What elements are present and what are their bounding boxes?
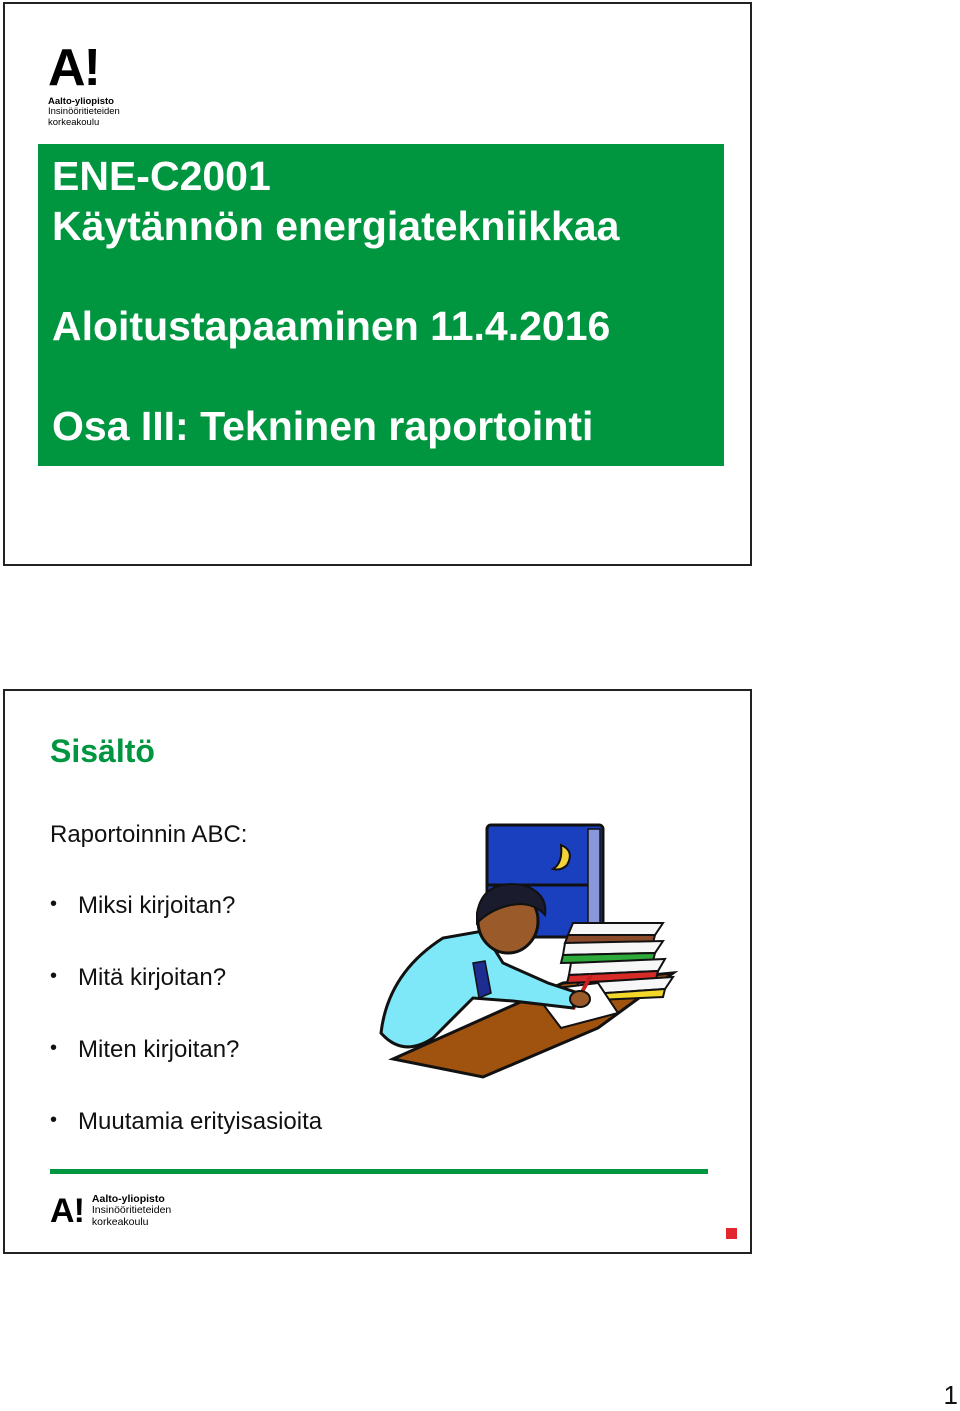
slide-title	[3, 2, 752, 566]
list-item: • Miten kirjoitan?	[50, 1036, 240, 1063]
logo-line-2: Insinööritieteiden	[48, 106, 120, 118]
slide-contents	[3, 689, 752, 1254]
logo-line-3: korkeakoulu	[91, 1215, 149, 1228]
aalto-logo-mark: A!	[48, 39, 99, 97]
aalto-logo-mark: A!	[50, 1192, 84, 1230]
page-number: 1	[943, 1380, 958, 1410]
aalto-logo-footer	[50, 1194, 171, 1228]
course-code: ENE-C2001	[52, 153, 271, 199]
green-divider	[50, 1169, 708, 1174]
slide-title-heading: Sisältö	[50, 733, 155, 769]
aalto-logo-text	[92, 1194, 171, 1228]
course-name: Käytännön energiatekniikkaa	[52, 203, 620, 249]
list-item: • Muutamia erityisasioita	[50, 1108, 323, 1135]
red-square-marker	[726, 1228, 737, 1239]
aalto-logo	[48, 39, 148, 128]
writing-person-clipart	[373, 823, 678, 1079]
list-item: • Miksi kirjoitan?	[50, 892, 236, 919]
meeting-title: Aloitustapaaminen 11.4.2016	[52, 303, 611, 349]
aalto-logo-text	[48, 97, 148, 128]
logo-line-3: korkeakoulu	[48, 116, 100, 128]
part-title: Osa III: Tekninen raportointi	[52, 403, 594, 449]
logo-line-2: Insinööritieteiden	[91, 1204, 172, 1217]
intro-text: Raportoinnin ABC:	[50, 821, 248, 848]
bullet-list	[50, 894, 322, 1182]
logo-line-1: Aalto-yliopisto	[48, 96, 114, 107]
logo-line-1: Aalto-yliopisto	[91, 1193, 165, 1205]
title-box	[38, 144, 724, 466]
list-item: • Mitä kirjoitan?	[50, 964, 227, 991]
